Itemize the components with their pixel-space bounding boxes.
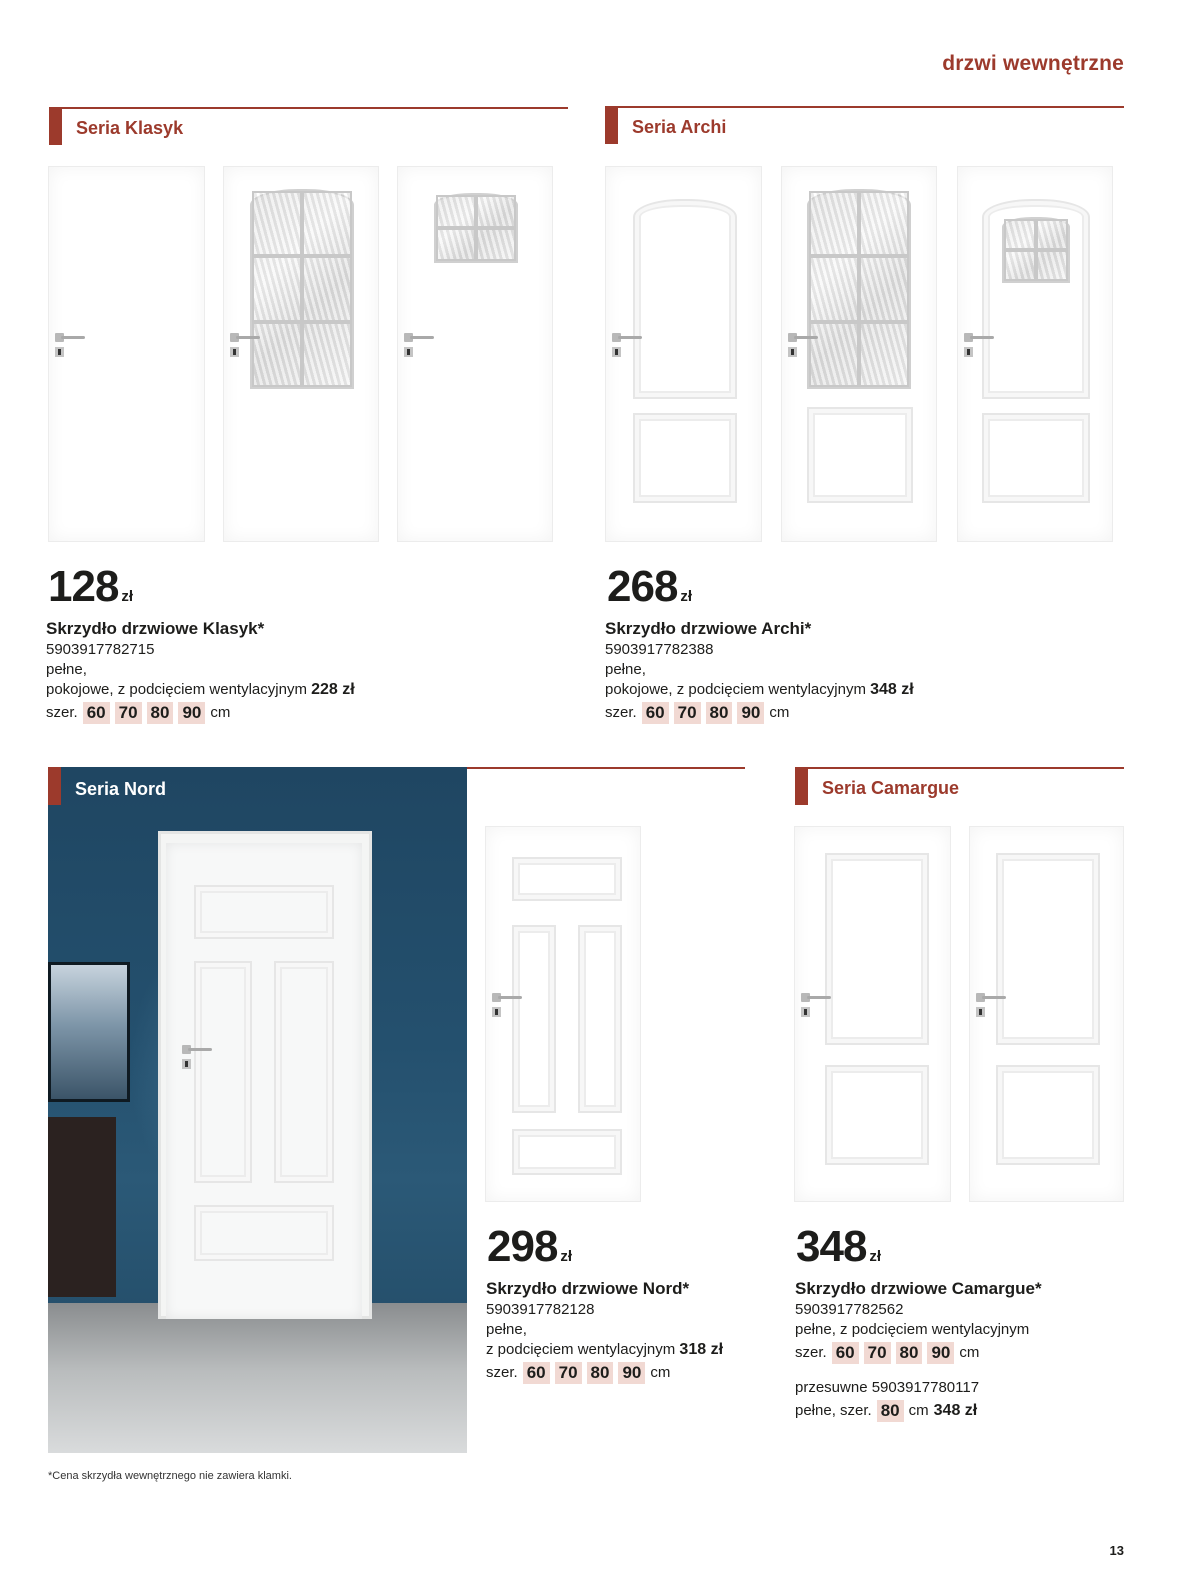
- door-image-archi-full: [605, 166, 762, 542]
- door-handle-icon: [182, 1045, 214, 1071]
- variant-vented-price: 228 zł: [311, 681, 355, 698]
- product-name: Skrzydło drzwiowe Camargue*: [795, 1279, 1042, 1298]
- door-image-camargue-2: [969, 826, 1124, 1202]
- price-nord: [487, 1222, 572, 1272]
- sliding-variant: przesuwne 5903917780117: [795, 1379, 980, 1396]
- door-handle-icon: [404, 333, 436, 359]
- price-currency: zł: [121, 588, 134, 605]
- price-currency: zł: [680, 588, 693, 605]
- footnote: *Cena skrzydła wewnętrznego nie zawiera klamki.: [48, 1470, 292, 1482]
- door-panel: [825, 1065, 929, 1165]
- sliding-price: 348 zł: [933, 1402, 978, 1419]
- door-image-klasyk-full: [48, 166, 205, 542]
- product-name: Skrzydło drzwiowe Nord*: [486, 1279, 690, 1298]
- sliding-line-prefix: pełne, szer.: [795, 1402, 872, 1419]
- price-amount: 268: [607, 562, 678, 611]
- price-currency: zł: [869, 1248, 882, 1265]
- width-chip: 80: [877, 1400, 904, 1422]
- width-chip: 90: [178, 702, 205, 724]
- price-klasyk: [48, 562, 133, 612]
- product-ean: 5903917782562: [795, 1301, 904, 1318]
- width-unit: cm: [210, 704, 231, 721]
- product-name: Skrzydło drzwiowe Archi*: [605, 619, 812, 638]
- price-camargue: [796, 1222, 881, 1272]
- width-unit: cm: [650, 1364, 671, 1381]
- width-label: szer.: [795, 1344, 827, 1361]
- series-header-klasyk: [49, 107, 568, 147]
- series-header-archi: [605, 106, 1124, 146]
- series-title: Seria Archi: [632, 117, 727, 137]
- glass-panel: [250, 189, 354, 389]
- category-title: drzwi wewnętrzne: [942, 52, 1124, 75]
- door-handle-icon: [55, 333, 87, 359]
- width-chip: 60: [83, 702, 110, 724]
- variant-solid: pełne,: [486, 1321, 527, 1338]
- door-panel: [194, 1205, 334, 1261]
- width-unit: cm: [908, 1402, 929, 1419]
- divider-line: [49, 107, 568, 109]
- variant-solid: pełne,: [605, 661, 646, 678]
- width-chip: 70: [864, 1342, 891, 1364]
- width-chip: 60: [832, 1342, 859, 1364]
- price-amount: 298: [487, 1222, 558, 1271]
- product-info-klasyk: [46, 618, 355, 724]
- door-handle-icon: [612, 333, 644, 359]
- variant-vented: pokojowe, z podcięciem wentylacyjnym: [46, 681, 307, 698]
- nord-lifestyle-photo: [48, 767, 467, 1453]
- variant-vented: pokojowe, z podcięciem wentylacyjnym: [605, 681, 866, 698]
- variant-solid-vented: pełne, z podcięciem wentylacyjnym: [795, 1321, 1030, 1338]
- door-panel: [633, 413, 737, 503]
- door-image-klasyk-glazed: [223, 166, 379, 542]
- product-name: Skrzydło drzwiowe Klasyk*: [46, 619, 265, 638]
- glass-panel: [807, 189, 911, 389]
- door-panel: [996, 1065, 1100, 1165]
- divider-line: [605, 106, 1124, 108]
- door-panel: [194, 961, 252, 1183]
- width-chip: 70: [115, 702, 142, 724]
- door-image-archi-small-glass: [957, 166, 1113, 542]
- width-options: [605, 702, 914, 724]
- sliding-width-options: [795, 1400, 1042, 1422]
- page-number: 13: [1109, 1543, 1124, 1558]
- door-handle-icon: [801, 993, 833, 1019]
- door-panel: [825, 853, 929, 1045]
- width-chip: 90: [927, 1342, 954, 1364]
- width-chip: 80: [147, 702, 174, 724]
- divider-line: [467, 767, 745, 769]
- width-chip: 90: [737, 702, 764, 724]
- product-info-archi: [605, 618, 914, 724]
- product-info-camargue: [795, 1278, 1042, 1422]
- variant-solid: pełne,: [46, 661, 87, 678]
- width-label: szer.: [46, 704, 78, 721]
- width-unit: cm: [769, 704, 790, 721]
- divider-line: [795, 767, 1124, 769]
- door-handle-icon: [964, 333, 996, 359]
- width-chip: 90: [618, 1362, 645, 1384]
- series-tab-marker: [49, 107, 62, 145]
- product-ean: 5903917782128: [486, 1301, 595, 1318]
- width-options: [46, 702, 355, 724]
- width-unit: cm: [959, 1344, 980, 1361]
- door-image-camargue-1: [794, 826, 951, 1202]
- width-chip: 80: [896, 1342, 923, 1364]
- width-chip: 80: [587, 1362, 614, 1384]
- glass-panel: [1002, 217, 1070, 283]
- door-panel: [578, 925, 622, 1113]
- width-chip: 60: [523, 1362, 550, 1384]
- door-panel: [512, 857, 622, 901]
- door-panel: [807, 407, 913, 503]
- price-archi: [607, 562, 692, 612]
- door-panel: [996, 853, 1100, 1045]
- price-amount: 348: [796, 1222, 867, 1271]
- series-tab-marker: [795, 767, 808, 805]
- width-options: [486, 1362, 723, 1384]
- door-handle-icon: [976, 993, 1008, 1019]
- door-handle-icon: [492, 993, 524, 1019]
- product-info-nord: [486, 1278, 723, 1384]
- floor: [48, 1303, 467, 1453]
- door-image-klasyk-small-glass: [397, 166, 553, 542]
- door-panel: [512, 1129, 622, 1175]
- door-panel: [633, 199, 737, 399]
- door-panel: [512, 925, 556, 1113]
- width-chip: 70: [555, 1362, 582, 1384]
- variant-vented-price: 318 zł: [679, 1341, 724, 1358]
- door-image-nord-photo: [166, 843, 362, 1319]
- series-title: Seria Nord: [75, 779, 167, 799]
- product-ean: 5903917782388: [605, 641, 714, 658]
- width-chip: 70: [674, 702, 701, 724]
- width-chip: 80: [706, 702, 733, 724]
- door-panel: [194, 885, 334, 939]
- desk: [48, 1117, 116, 1297]
- glass-panel: [434, 193, 518, 263]
- door-panel: [982, 413, 1090, 503]
- series-tab-marker: [48, 767, 61, 805]
- width-chip: 60: [642, 702, 669, 724]
- variant-vented: z podcięciem wentylacyjnym: [486, 1341, 676, 1358]
- price-amount: 128: [48, 562, 119, 611]
- width-options: [795, 1342, 1042, 1364]
- door-handle-icon: [788, 333, 820, 359]
- door-handle-icon: [230, 333, 262, 359]
- door-image-archi-glazed: [781, 166, 937, 542]
- series-header-camargue: [795, 767, 1124, 807]
- product-ean: 5903917782715: [46, 641, 155, 658]
- width-label: szer.: [605, 704, 637, 721]
- wall-picture: [48, 962, 130, 1102]
- door-panel: [274, 961, 334, 1183]
- price-currency: zł: [560, 1248, 573, 1265]
- variant-vented-price: 348 zł: [870, 681, 914, 698]
- series-tab-marker: [605, 106, 618, 144]
- width-label: szer.: [486, 1364, 518, 1381]
- door-image-nord: [485, 826, 641, 1202]
- series-title: Seria Camargue: [822, 778, 960, 798]
- series-title: Seria Klasyk: [76, 118, 184, 138]
